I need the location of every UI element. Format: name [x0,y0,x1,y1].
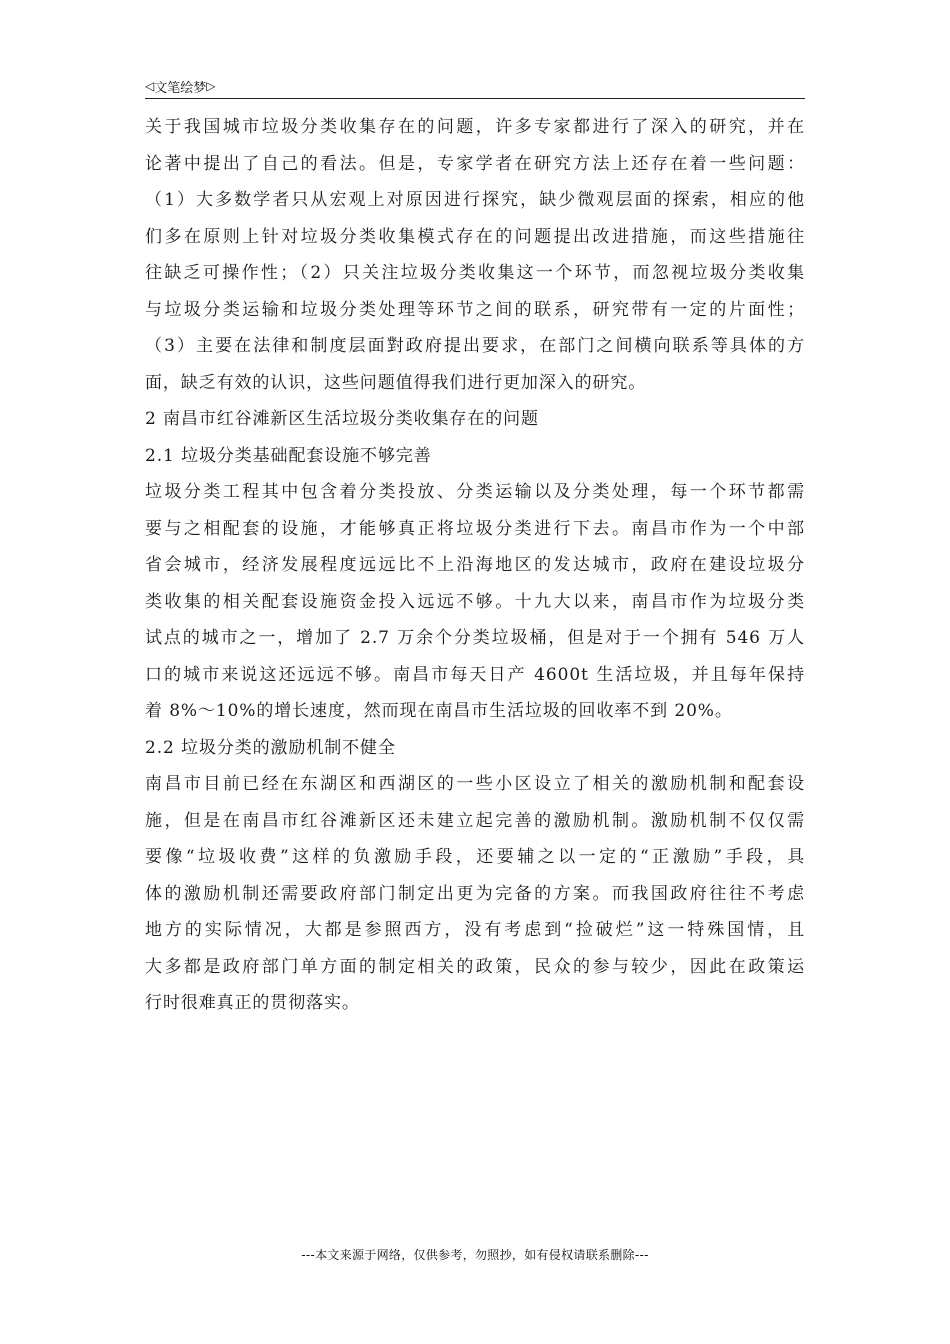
text-line: 地方的实际情况，大都是参照西方，没有考虑到“捡破烂”这一特殊国情，且 [145,920,805,940]
text-line: 体的激励机制还需要政府部门制定出更为完备的方案。而我国政府往往不考虑 [145,883,805,904]
text-line: 试点的城市之一，增加了 2.7 万余个分类垃圾桶，但是对于一个拥有 546 万人 [145,628,805,648]
text-line: 大多都是政府部门单方面的制定相关的政策，民众的参与较少，因此在政策运 [145,956,805,977]
header-title: 文笔绘梦 [154,80,207,96]
page-footer: ---本文来源于网络，仅供参考，勿照抄，如有侵权请联系删除--- [301,1248,649,1262]
section-heading: 2 南昌市红谷滩新区生活垃圾分类收集存在的问题 [145,409,539,429]
text-line: 论著中提出了自己的看法。但是，专家学者在研究方法上还存在着一些问题： [145,153,805,174]
subsection-heading: 2.1 垃圾分类基础配套设施不够完善 [145,445,432,466]
text-line: （3）主要在法律和制度层面對政府提出要求，在部门之间横向联系等具体的方 [145,336,805,356]
right-triangle-icon: ▷ [206,79,216,93]
text-line: 往缺乏可操作性；（2）只关注垃圾分类收集这一个环节，而忽视垃圾分类收集 [145,263,805,283]
text-line: 们多在原则上针对垃圾分类收集模式存在的问题提出改进措施，而这些措施往 [145,226,805,247]
text-line: 与垃圾分类运输和垃圾分类处理等环节之间的联系，研究带有一定的片面性； [145,299,805,320]
page-header [145,74,805,99]
text-line: 行时很难真正的贯彻落实。 [145,993,360,1013]
subsection-heading: 2.2 垃圾分类的激励机制不健全 [145,737,396,758]
text-line: 省会城市，经济发展程度远远比不上沿海地区的发达城市，政府在建设垃圾分 [145,555,805,575]
text-line: 着 8%～10%的增长速度，然而现在南昌市生活垃圾的回收率不到 20%。 [145,701,733,721]
text-line: 要与之相配套的设施，才能够真正将垃圾分类进行下去。南昌市作为一个中部 [145,518,805,539]
left-triangle-icon: ◁ [145,79,155,93]
text-line: 施，但是在南昌市红谷滩新区还未建立起完善的激励机制。激励机制不仅仅需 [145,810,805,831]
text-line: 南昌市目前已经在东湖区和西湖区的一些小区设立了相关的激励机制和配套设 [145,774,805,794]
text-line: 垃圾分类工程其中包含着分类投放、分类运输以及分类处理，每一个环节都需 [145,482,805,502]
body-text [145,109,805,1022]
text-line: 类收集的相关配套设施资金投入远远不够。十九大以来，南昌市作为垃圾分类 [145,591,805,612]
text-line: 要像“垃圾收费”这样的负激励手段，还要辅之以一定的“正激励”手段，具 [145,847,805,867]
text-line: （1）大多数学者只从宏观上对原因进行探究，缺少微观层面的探索，相应的他 [145,190,805,210]
text-line: 关于我国城市垃圾分类收集存在的问题，许多专家都进行了深入的研究，并在 [145,117,805,137]
text-line: 口的城市来说这还远远不够。南昌市每天日产 4600t 生活垃圾，并且每年保持 [145,664,805,685]
text-line: 面，缺乏有效的认识，这些问题值得我们进行更加深入的研究。 [145,372,647,393]
